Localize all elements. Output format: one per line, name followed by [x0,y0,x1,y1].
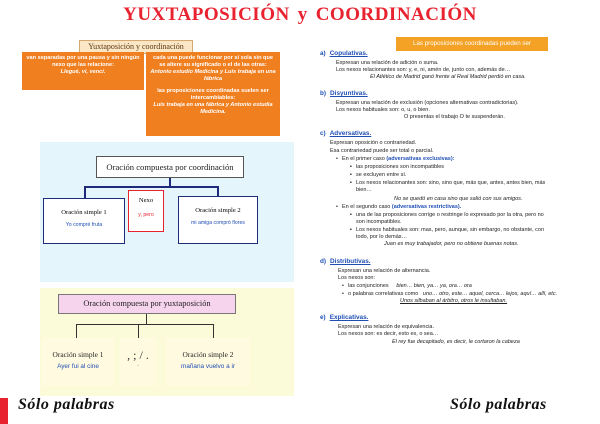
adversativas-first-case: • En el primer caso (adversativas exclusivas): [342,156,455,162]
types-header: Las proposiciones coordinadas pueden ser [396,37,548,51]
types-panel [312,44,600,362]
explicativas-example: El rey fue decapitado, es decir, le cortaron la cabeza [392,339,520,345]
distributivas-example: Unos silbaban al árbitro, otros le insultaban. [400,298,508,304]
meaning-example-2: Luis trabaja en una fábrica y Antonio estudia Medicina. [153,102,273,115]
meaning-text: cada una puede funcionar por sí sola sin que se altere su significado o el de las otras: [153,55,273,68]
simple-sentence-1-box [42,338,114,386]
connector-line [169,178,171,186]
title-part1: YUXTAPOSICIÓN [123,4,290,25]
distributivas-line-1: Expresan una relación de alternancia. [338,268,431,274]
adversativas-example-2: Juan es muy trabajador, pero no obtiene buenas notas. [384,241,519,247]
adversativas-example-1: No se quedó en casa sino que salió con sus amigos. [394,196,523,202]
brand-logo-right: Sólo palabras [450,396,547,413]
brand-logo-left: Sólo palabras [18,396,115,413]
simple-sentence-2-box [178,196,258,244]
punctuation-marks: , ; / . [127,348,149,362]
section-disyuntivas: b) Disyuntivas. [320,90,368,97]
copulativas-line-1: Expresan una relación de adición o suma. [336,60,439,66]
title-part2: COORDINACIÓN [315,4,477,25]
adversativas-line-12: ▪ Los nexos habituales son: mas, pero, aunque, sin embargo, no obstante, con [356,227,544,233]
explicativas-line-2: Los nexos son: es decir, esto es, o sea… [338,331,439,337]
section-copulativas [320,50,368,57]
coordination-diagram-title: Oración compuesta por coordinación [96,156,244,178]
title-conj: y [297,4,308,25]
distributivas-line-4: • o palabras correlativas como uno… otro, este… aquel, cerca… lejos, aquí… allí, etc. [348,291,557,297]
connector-line [138,324,139,338]
adversativas-line-13: todo, por lo demás… [356,234,408,240]
adversativas-line-7: bien… [356,187,372,193]
juxtaposition-diagram-title: Oración compuesta por yuxtaposición [58,294,236,314]
simple-sentence-1-title: Oración simple 1 [52,350,104,359]
adversativas-line-1: Expresan oposición o contrariedad. [330,140,417,146]
nexo-example: y, pero [138,212,154,218]
page-title [0,4,600,26]
adversativas-line-5: ▪ se excluyen entre sí. [356,172,406,178]
adversativas-line-11: son incompatibles. [356,219,402,225]
simple-sentence-2-example: mañana vuelvo a ir [181,363,235,370]
meaning-text-2: las proposiciones coordinadas suelen ser intercambiables: [157,88,269,101]
adversativas-second-case: • En el segundo caso (adversativas restrictivas). [342,204,461,210]
disyuntivas-example: O presentas el trabajo O te suspenderán. [404,114,505,120]
simple-sentence-1-example: Ayer fui al cine [57,363,99,370]
section-adversativas: c) Adversativas. [320,130,372,137]
juxtaposition-diagram [40,288,294,396]
simple-sentence-2-title: Oración simple 2 [195,207,241,214]
concept-label: Yuxtaposición y coordinación [79,40,193,54]
nexus-example: Llegué, vi, vencí. [60,69,106,75]
dot-mark: · [137,363,139,369]
connector-line [76,324,214,325]
nexus-box [22,52,144,90]
nexus-text: van separadas por una pausa y sin ningún nexo que las relacione: [26,55,140,68]
section-distributivas: d) Distributivas. [320,258,371,265]
meaning-example-1: Antonio estudio Medicina y Luis trabaja en una fábrica [150,69,276,82]
nexo-box [128,190,164,232]
connector-line [217,186,219,196]
connector-line [84,186,86,198]
simple-sentence-2-example: mi amiga comprò flores [191,220,245,226]
adversativas-line-2: Esa contrariedad puede ser total o parcial. [330,148,434,154]
connector-line [76,324,77,338]
corner-accent [0,398,8,424]
meaning-box [146,52,280,136]
copulativas-example: El Atlético de Madrid ganó frente al Real Madrid perdió en casa. [370,74,526,80]
section-explicativas: e) Explicativas. [320,314,369,321]
disyuntivas-line-1: Expresan una relación de exclusión (opciones alternativas contradictorias). [336,100,519,106]
distributivas-line-3: • las conjunciones bien… bien, ya… ya, ora… ora [348,283,472,289]
simple-sentence-1-title: Oración simple 1 [61,209,107,216]
adversativas-line-4: ▪ las proposiciones son incompatibles [356,164,444,170]
simple-sentence-1-box [43,198,125,244]
coordination-diagram [40,142,294,282]
copulativas-line-2: Los nexos relacionantes son: y, e, ni, amén de, junto con, además de… [336,67,511,73]
connector-line [146,314,147,324]
connector-line [84,186,218,188]
punctuation-box [120,338,156,386]
adversativas-line-6: ▪ Los nexos relacionantes son: sino, sino que, más que, antes, antes bien, más [356,180,545,186]
connector-line [213,324,214,338]
disyuntivas-line-2: Los nexos habituales son: o, u, o bien. [336,107,430,113]
section-heading: a) Copulativas. [320,50,368,57]
nexo-title: Nexo [138,197,154,204]
distributivas-line-2: Los nexos son: [338,275,375,281]
explicativas-line-1: Expresan una relación de equivalencia. [338,324,435,330]
simple-sentence-1-example: Yo compré fruta [65,222,103,228]
simple-sentence-2-title: Oración simple 2 [182,350,234,359]
simple-sentence-2-box [166,338,250,386]
adversativas-line-10: ▪ una de las proposiciones corrige o restringe lo expresado por la otra, pero no [356,212,544,218]
